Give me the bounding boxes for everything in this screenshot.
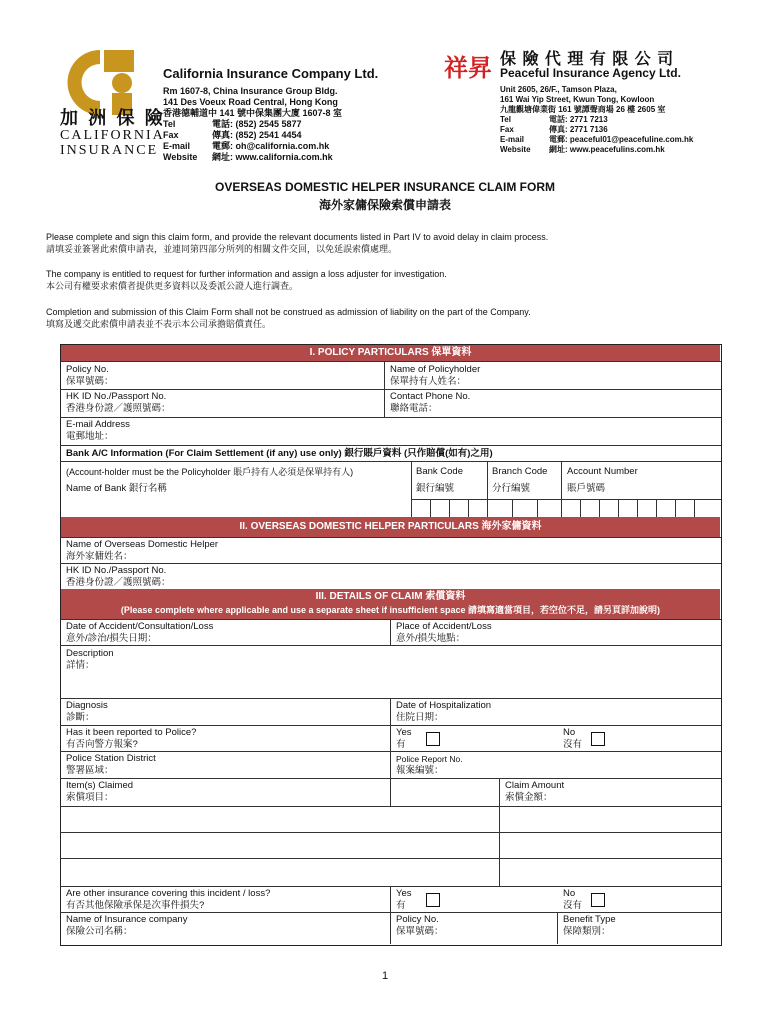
divider — [390, 886, 391, 944]
other-insurance-no-checkbox[interactable] — [591, 893, 605, 907]
police-district-field[interactable] — [66, 753, 156, 777]
digit-cell — [449, 499, 450, 517]
digit-cell — [537, 499, 538, 517]
insurance-company-field[interactable] — [66, 914, 187, 938]
digit-cell — [468, 499, 469, 517]
police-report-no-field[interactable] — [396, 753, 463, 777]
peaceful-addr1: Unit 2605, 26/F., Tamson Plaza, — [500, 85, 617, 94]
digit-cell — [637, 499, 638, 517]
divider — [60, 361, 721, 362]
california-addr3: 香港德輔道中 141 號中保集團大廈 1607-8 室 — [163, 108, 343, 118]
accident-place-label-en: Place of Accident/Loss — [396, 621, 492, 632]
peaceful-addr2: 161 Wai Yip Street, Kwun Tong, Kowloon — [500, 95, 655, 104]
peaceful-contact-values — [549, 115, 693, 155]
email-label-cn: 電郵地址： — [66, 431, 114, 442]
email-label-en: E-mail Address — [66, 419, 130, 430]
bank-code-label-cn: 銀行編號 — [416, 483, 455, 494]
california-web-label: Website — [163, 152, 198, 162]
claim-amount-header — [505, 780, 564, 804]
report-label-cn: 報案編號： — [396, 765, 444, 776]
benefit-type-field[interactable] — [563, 914, 616, 938]
other-insurance-en: Are other insurance covering this incident / loss? — [66, 888, 271, 899]
hkid-label-cn: 香港身份證／護照號碼： — [66, 403, 171, 414]
peaceful-email-label: E-mail — [500, 135, 525, 144]
branch-code-label-cn: 分行編號 — [492, 483, 531, 494]
other-policy-label-en: Policy No. — [396, 914, 439, 925]
other-insurance-yes-checkbox[interactable] — [426, 893, 440, 907]
california-tel-label: Tel — [163, 119, 176, 129]
email-field[interactable] — [66, 419, 130, 443]
california-address — [163, 86, 342, 119]
accident-date-label-cn: 意外/診治/損失日期： — [66, 633, 157, 644]
no-label-cn: 沒有 — [563, 739, 583, 750]
helper-name-label-cn: 海外家傭姓名： — [66, 551, 133, 562]
california-email: 電郵: oh@california.com.hk — [212, 141, 330, 151]
no-label-en: No — [563, 727, 576, 738]
other-insurance-question — [66, 888, 270, 912]
california-contact-values — [212, 119, 333, 163]
intro-3-en: Completion and submission of this Claim Form shall not be construed as admission of liability on the part of the Company. — [46, 307, 531, 317]
divider — [561, 461, 562, 517]
diagnosis-label-cn: 診斷： — [66, 712, 95, 723]
peaceful-website: 網址: www.peacefulins.com.hk — [549, 145, 665, 154]
page-number: 1 — [381, 970, 389, 982]
helper-name-field[interactable] — [66, 539, 218, 563]
yes-label-cn: 有 — [396, 739, 406, 750]
other-yes-label — [396, 888, 412, 912]
section-3-title: III. DETAILS OF CLAIM 索償資料 — [315, 591, 466, 602]
policy-no-label-cn: 保單號碼： — [66, 376, 114, 387]
contact-phone-field[interactable] — [390, 391, 470, 415]
california-contact-labels — [163, 119, 197, 163]
peaceful-fax: 傳真: 2771 7136 — [549, 125, 608, 134]
helper-hkid-field[interactable] — [66, 565, 171, 589]
peaceful-logo: 祥昇 — [444, 53, 492, 82]
divider — [60, 725, 721, 726]
divider — [60, 537, 721, 538]
police-question-en: Has it been reported to Police? — [66, 727, 197, 738]
amount-label-cn: 索償金額： — [505, 792, 553, 803]
helper-hkid-label-cn: 香港身份證／護照號碼： — [66, 577, 171, 588]
police-question — [66, 727, 196, 751]
description-label-cn: 詳情： — [66, 660, 95, 671]
peaceful-name-cn: 保 險 代 理 有 限 公 司 — [500, 51, 675, 68]
bank-info-title: Bank A/C Information (For Claim Settlement (if any) use only) 銀行賬戶資料 (只作賠償(如有)之用) — [66, 448, 493, 459]
hkid-label-en: HK ID No./Passport No. — [66, 391, 167, 402]
digit-cell — [675, 499, 676, 517]
account-number-label: Account Number — [567, 466, 638, 477]
intro-2 — [46, 268, 447, 292]
form-title: OVERSEAS DOMESTIC HELPER INSURANCE CLAIM FORM — [214, 180, 556, 194]
divider — [60, 389, 721, 390]
policyholder-label-en: Name of Policyholder — [390, 364, 481, 375]
district-label-en: Police Station District — [66, 753, 156, 764]
claim-item-row-3[interactable] — [61, 859, 498, 885]
intro-3 — [46, 306, 531, 330]
intro-1 — [46, 231, 548, 255]
account-number-label-cn: 賬戶號碼 — [567, 483, 606, 494]
accident-date-field[interactable] — [66, 621, 213, 645]
intro-1-en: Please complete and sign this claim form, and provide the relevant documents listed in Part IV to avoid delay in claim process. — [46, 232, 549, 242]
district-label-cn: 警署區域： — [66, 765, 114, 776]
hospitalization-label-cn: 住院日期： — [396, 712, 444, 723]
policy-no-field[interactable] — [66, 364, 114, 388]
hkid-field[interactable] — [66, 391, 171, 415]
other-yes-cn: 有 — [396, 900, 406, 911]
items-claimed-header — [66, 780, 133, 804]
divider — [390, 698, 391, 806]
peaceful-tel: 電話: 2771 7213 — [549, 115, 608, 124]
hospitalization-label-en: Date of Hospitalization — [396, 700, 492, 711]
claim-item-row-1[interactable] — [61, 807, 498, 831]
ins-co-label-en: Name of Insurance company — [66, 914, 188, 925]
policy-no-label-en: Policy No. — [66, 364, 109, 375]
california-website: 網址: www.california.com.hk — [212, 152, 333, 162]
helper-name-label-en: Name of Overseas Domestic Helper — [66, 539, 219, 550]
form-title-cn: 海外家傭保險索償申請表 — [318, 198, 451, 212]
hospitalization-date-field[interactable] — [396, 700, 491, 724]
other-no-cn: 沒有 — [563, 900, 583, 911]
police-no-label — [563, 727, 582, 751]
california-logo-cn: 加 洲 保 險 — [60, 108, 165, 129]
california-logo-en2: INSURANCE — [60, 143, 159, 158]
section-3-subtitle: (Please complete where applicable and use a separate sheet if insufficient space 請填寫適當項目，若空位不足，請另頁詳加說明) — [120, 605, 661, 615]
policyholder-name-field[interactable] — [390, 364, 480, 388]
police-question-cn: 有否向警方報案? — [66, 739, 138, 750]
branch-code-label: Branch Code — [492, 466, 548, 477]
section-3-header — [61, 589, 720, 619]
policyholder-label-cn: 保單持有人姓名： — [390, 376, 467, 387]
california-fax: 傳真: (852) 2541 4454 — [212, 130, 302, 140]
california-addr1: Rm 1607-8, China Insurance Group Bldg. — [163, 86, 338, 96]
divider — [60, 751, 721, 752]
accident-place-label-cn: 意外/損失地點： — [396, 633, 466, 644]
yes-label-en: Yes — [396, 727, 412, 738]
divider — [60, 417, 721, 418]
california-email-label: E-mail — [163, 141, 191, 151]
peaceful-contact-labels — [500, 115, 531, 155]
intro-2-en: The company is entitled to request for further information and assign a loss adjuster for investigation. — [46, 269, 447, 279]
bank-code-label: Bank Code — [416, 466, 464, 477]
police-yes-checkbox[interactable] — [426, 732, 440, 746]
divider — [487, 461, 488, 517]
amount-label-en: Claim Amount — [505, 780, 565, 791]
divider — [60, 645, 721, 646]
divider — [60, 563, 721, 564]
other-no-label — [563, 888, 582, 912]
description-field[interactable] — [66, 648, 114, 672]
accident-date-label-en: Date of Accident/Consultation/Loss — [66, 621, 214, 632]
accident-place-field[interactable] — [396, 621, 492, 645]
california-fax-label: Fax — [163, 130, 179, 140]
diagnosis-label-en: Diagnosis — [66, 700, 108, 711]
divider — [60, 445, 721, 446]
description-label-en: Description — [66, 648, 114, 659]
california-tel: 電話: (852) 2545 5877 — [212, 119, 302, 129]
divider — [390, 619, 391, 645]
intro-2-cn: 本公司有權要求索償者提供更多資料以及委派公證人進行調查。 — [46, 281, 299, 291]
digit-cell — [580, 499, 581, 517]
other-insurance-cn: 有否其他保險承保是次事件損失? — [66, 900, 205, 911]
diagnosis-field[interactable] — [66, 700, 108, 724]
divider — [60, 912, 721, 913]
items-label-en: Item(s) Claimed — [66, 780, 134, 791]
digit-cell — [656, 499, 657, 517]
divider — [557, 912, 558, 944]
intro-3-cn: 填寫及遞交此索償申請表並不表示本公司承擔賠償責任。 — [46, 319, 272, 329]
items-label-cn: 索償項目： — [66, 792, 114, 803]
divider — [411, 461, 412, 517]
intro-1-cn: 請填妥並簽署此索償申請表，並連同第四部分所列的相關文件交回，以免延誤索償處理。 — [46, 244, 398, 254]
bank-name-label: Name of Bank 銀行名稱 — [66, 483, 167, 494]
helper-hkid-label-en: HK ID No./Passport No. — [66, 565, 167, 576]
section-1-header: I. POLICY PARTICULARS 保單資料 — [61, 345, 720, 361]
california-company-name: California Insurance Company Ltd. — [163, 66, 379, 81]
digit-cell — [618, 499, 619, 517]
peaceful-name-en: Peaceful Insurance Agency Ltd. — [500, 66, 681, 80]
peaceful-email: 電郵: peaceful01@peacefuline.com.hk — [549, 135, 694, 144]
divider — [60, 778, 721, 779]
california-addr2: 141 Des Voeux Road Central, Hong Kong — [163, 97, 338, 107]
other-no-en: No — [563, 888, 576, 899]
other-yes-en: Yes — [396, 888, 412, 899]
section-2-header: II. OVERSEAS DOMESTIC HELPER PARTICULARS 海外家傭資料 — [61, 517, 720, 537]
california-logo-en1: CALIFORNIA — [60, 128, 165, 143]
digit-cell — [512, 499, 513, 517]
police-yes-label — [396, 727, 412, 751]
phone-label-cn: 聯絡電話： — [390, 403, 438, 414]
digit-cell — [694, 499, 695, 517]
other-policy-label-cn: 保單號碼： — [396, 926, 444, 937]
phone-label-en: Contact Phone No. — [390, 391, 471, 402]
peaceful-web-label: Website — [500, 145, 531, 154]
peaceful-fax-label: Fax — [500, 125, 514, 134]
police-no-checkbox[interactable] — [591, 732, 605, 746]
benefit-label-en: Benefit Type — [563, 914, 616, 925]
benefit-label-cn: 保障類別： — [563, 926, 611, 937]
account-holder-note: (Account-holder must be the Policyholder 賬戶持有人必須是保單持有人) — [66, 467, 354, 477]
divider — [60, 461, 721, 462]
report-label-en: Police Report No. — [396, 754, 463, 764]
peaceful-tel-label: Tel — [500, 115, 511, 124]
other-policy-no-field[interactable] — [396, 914, 444, 938]
peaceful-address — [500, 85, 665, 115]
peaceful-addr3: 九龍觀塘偉業街 161 號譚聲商場 26 樓 2605 室 — [500, 105, 666, 114]
ins-co-label-cn: 保險公司名稱： — [66, 926, 133, 937]
claim-item-row-2[interactable] — [61, 833, 498, 857]
digit-cell — [599, 499, 600, 517]
digit-cell — [430, 499, 431, 517]
